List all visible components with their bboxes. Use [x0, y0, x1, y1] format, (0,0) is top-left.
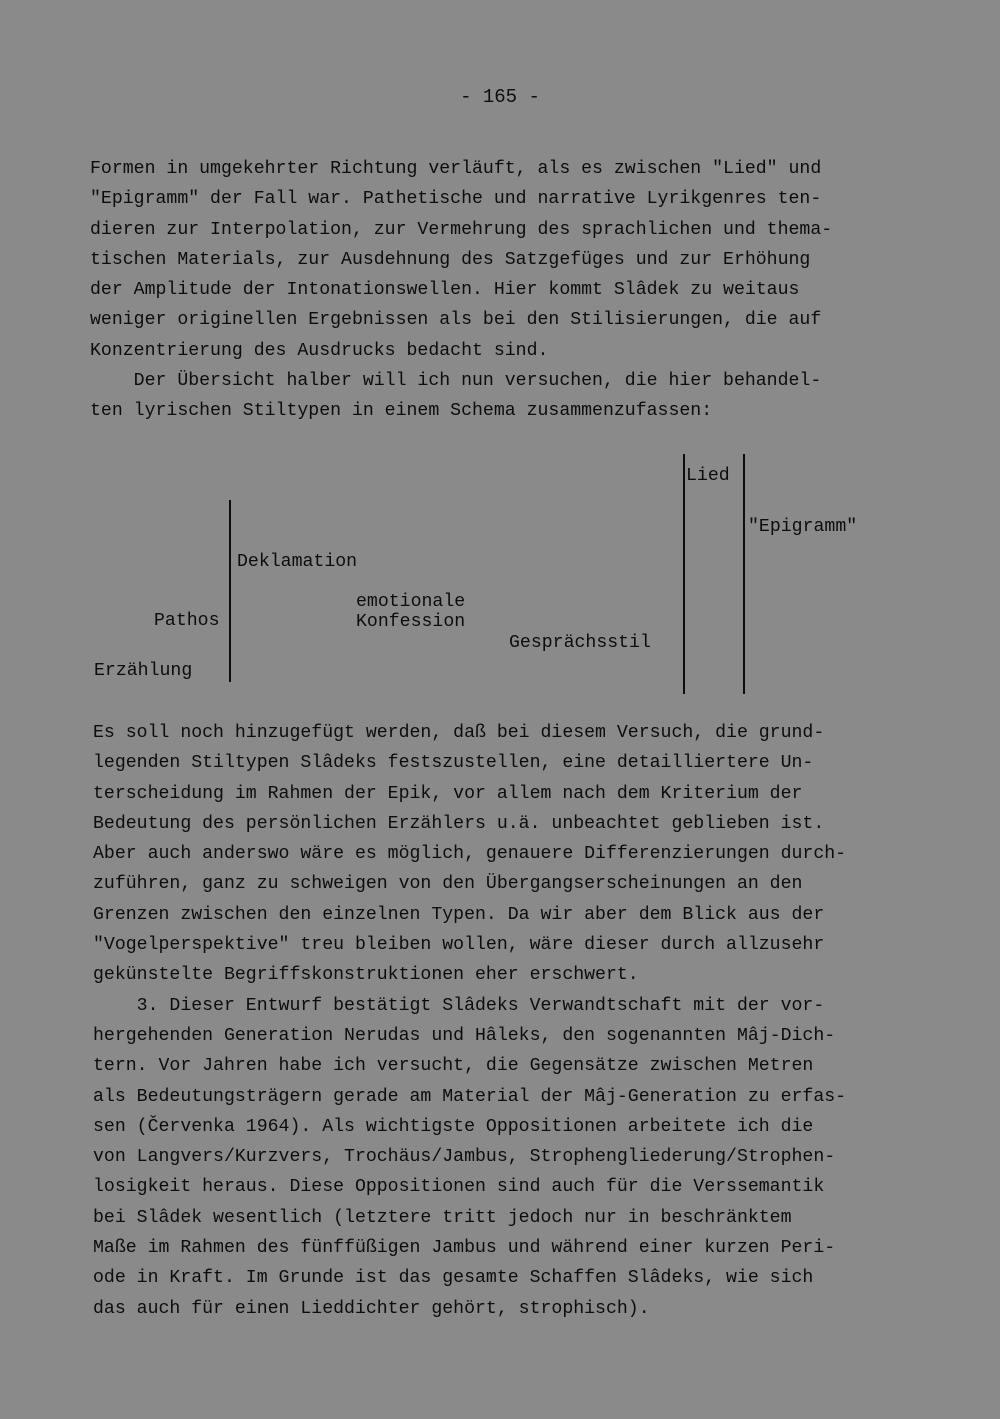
label-pathos: Pathos — [154, 611, 220, 631]
text-line: zuführen, ganz zu schweigen von den Übergangserscheinungen an den — [93, 874, 803, 895]
schema-bar-pathos — [229, 500, 231, 682]
text-line: gekünstelte Begriffskonstruktionen eher erschwert. — [93, 965, 639, 986]
text-line: Der Übersicht halber will ich nun versuchen, die hier behandel- — [90, 371, 822, 392]
text-line: Grenzen zwischen den einzelnen Typen. Da wir aber dem Blick aus der — [93, 904, 825, 925]
text-line: losigkeit heraus. Diese Oppositionen sind auch für die Verssemantik — [93, 1177, 825, 1198]
text-line: tischen Materials, zur Ausdehnung des Satzgefüges und zur Erhöhung — [90, 249, 811, 270]
label-gespraechsstil: Gesprächsstil — [509, 633, 651, 653]
text-line: legenden Stiltypen Slâdeks festszustellen, eine detailliertere Un- — [93, 753, 814, 774]
text-line: hergehenden Generation Nerudas und Hâleks, den sogenannten Mâj-Dich- — [93, 1025, 836, 1046]
page-number: - 165 - — [460, 86, 540, 108]
text-line: als Bedeutungsträgern gerade am Material der Mâj-Generation zu erfas- — [93, 1086, 847, 1107]
text-line: Es soll noch hinzugefügt werden, daß bei diesem Versuch, die grund- — [93, 723, 825, 743]
label-epigramm: "Epigramm" — [748, 517, 858, 537]
text-line: Konzentrierung des Ausdrucks bedacht sind. — [90, 340, 549, 361]
text-line: weniger originellen Ergebnissen als bei den Stilisierungen, die auf — [90, 310, 822, 331]
text-line: terscheidung im Rahmen der Epik, vor allem nach dem Kriterium der — [93, 783, 803, 804]
label-konfession: Konfession — [356, 612, 466, 632]
text-line: sen (Červenka 1964). Als wichtigste Oppositionen arbeitete ich die — [93, 1116, 814, 1137]
paragraph-main — [93, 718, 933, 1324]
text-line: tern. Vor Jahren habe ich versucht, die Gegensätze zwischen Metren — [93, 1056, 814, 1077]
text-line: Formen in umgekehrter Richtung verläuft, als es zwischen "Lied" und — [90, 159, 822, 179]
label-deklamation: Deklamation — [237, 552, 358, 572]
style-types-schema — [0, 440, 1000, 720]
text-line: ten lyrischen Stiltypen in einem Schema zusammenzufassen: — [90, 401, 713, 422]
label-lied: Lied — [686, 466, 730, 486]
text-line: das auch für einen Lieddichter gehört, strophisch). — [93, 1298, 650, 1319]
label-erzaehlung: Erzählung — [94, 661, 193, 681]
text-line: Maße im Rahmen des fünffüßigen Jambus und während einer kurzen Peri- — [93, 1238, 836, 1259]
text-line: ode in Kraft. Im Grunde ist das gesamte Schaffen Slâdeks, wie sich — [93, 1268, 814, 1289]
text-line: Aber auch anderswo wäre es möglich, genauere Differenzierungen durch- — [93, 844, 847, 865]
text-line: Bedeutung des persönlichen Erzählers u.ä. unbeachtet geblieben ist. — [93, 813, 825, 834]
label-emotionale: emotionale — [356, 592, 466, 612]
text-line: "Vogelperspektive" treu bleiben wollen, wäre dieser durch allzusehr — [93, 935, 825, 956]
text-line: der Amplitude der Intonationswellen. Hier kommt Slâdek zu weitaus — [90, 280, 800, 301]
text-line: "Epigramm" der Fall war. Pathetische und narrative Lyrikgenres ten- — [90, 189, 822, 210]
text-line: 3. Dieser Entwurf bestätigt Slâdeks Verwandtschaft mit der vor- — [93, 995, 825, 1016]
schema-bar-lied — [683, 454, 685, 694]
paragraph-intro — [90, 154, 930, 427]
text-line: von Langvers/Kurzvers, Trochäus/Jambus, Strophengliederung/Strophen- — [93, 1147, 836, 1168]
text-line: bei Slâdek wesentlich (letztere tritt jedoch nur in beschränktem — [93, 1207, 792, 1228]
schema-bar-epigramm — [743, 454, 745, 694]
text-line: dieren zur Interpolation, zur Vermehrung des sprachlichen und thema- — [90, 219, 833, 240]
